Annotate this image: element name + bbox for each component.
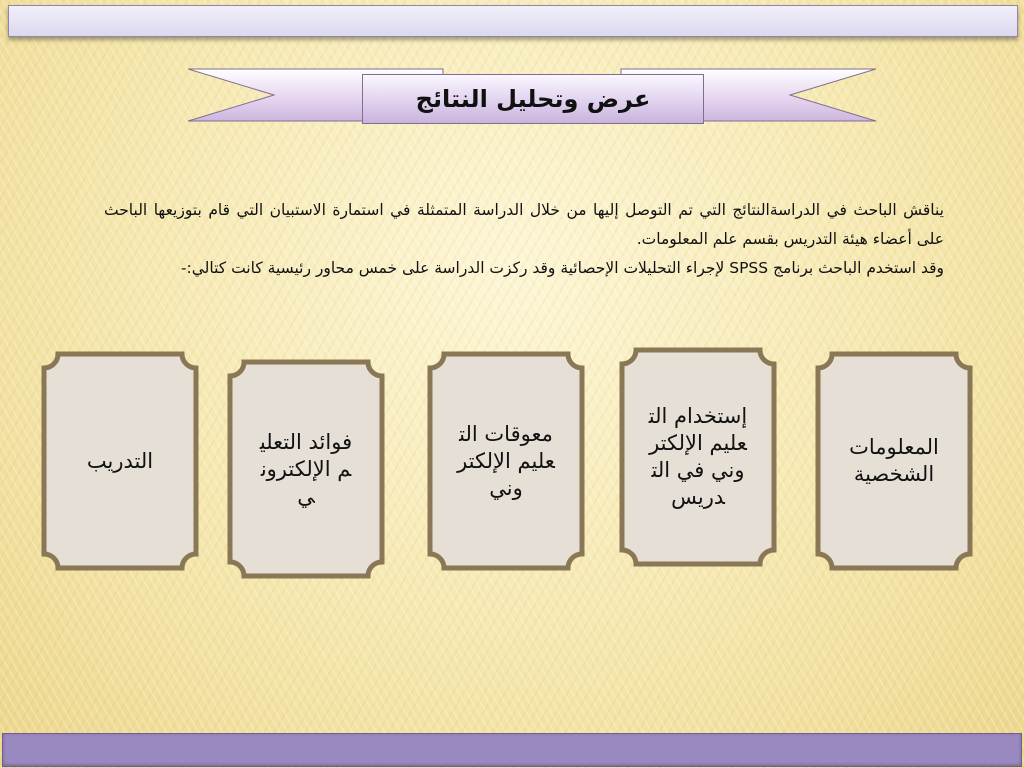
intro-paragraph-2: وقد استخدم الباحث برنامج SPSS لإجراء التحليلات الإحصائية وقد ركزت الدراسة على خمس محاور رئيسية كانت كتالي:-: [180, 259, 944, 277]
card-elearning-use: [618, 346, 778, 568]
card-label: فوائد التعليم الإلكتروني: [259, 429, 353, 508]
card-personal-info: [814, 350, 974, 572]
bottom-bar: [2, 733, 1022, 767]
intro-paragraph-1: يناقش الباحث في الدراسةالنتائج التي تم التوصل إليها من خلال الدراسة المتمثلة في استمارة الاستبيان التي قام بتوزيعها الباحث على أعضاء هيئة التدريس بقسم علم المعلومات.: [104, 201, 944, 248]
card-label: المعلومات الشخصية: [849, 435, 939, 486]
card-label: إستخدام التعليم الإلكتروني في التدريس: [648, 404, 748, 509]
card-training: [40, 350, 200, 572]
card-elearning-benefits: [226, 358, 386, 580]
card-elearning-obstacles: [426, 350, 586, 572]
page-title: عرض وتحليل النتائج: [415, 85, 651, 113]
card-label: معوقات التعليم الإلكتروني: [457, 421, 555, 500]
card-label: التدريب: [86, 448, 154, 473]
